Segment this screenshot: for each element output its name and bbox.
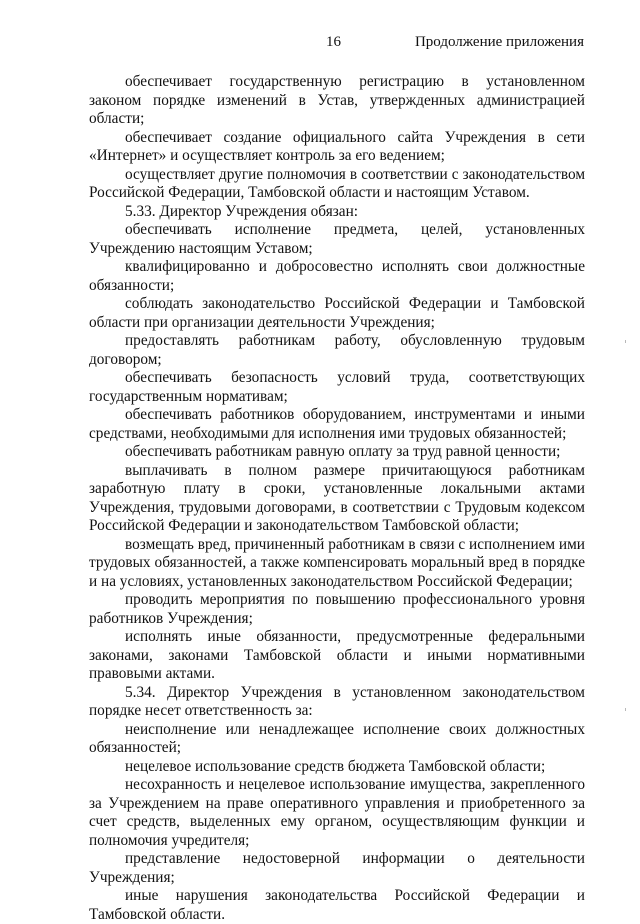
paragraph-registration: обеспечивает государственную регистрацию в установленном законом порядке изменений в Устав, утвержденных администрацией области; bbox=[89, 73, 585, 127]
paragraph-equipment: обеспечивать работников оборудованием, инструментами и иными средствами, необходимыми для исполнения ими трудовых обязанностей; bbox=[89, 406, 585, 442]
paragraph-labor-safety: обеспечивать безопасность условий труда, соответствующих государственным нормативам; bbox=[89, 369, 585, 405]
paragraph-perform-duties: квалифицированно и добросовестно исполнять свои должностные обязанности; bbox=[89, 258, 585, 294]
paragraph-professional-development: проводить мероприятия по повышению профессионального уровня работников Учреждения; bbox=[89, 591, 585, 627]
paragraph-other-obligations: исполнять иные обязанности, предусмотренные федеральными законами, законами Тамбовской области и иными нормативными правовыми актами. bbox=[89, 628, 585, 682]
paragraph-ensure-subject: обеспечивать исполнение предмета, целей, установленных Учреждению настоящим Уставом; bbox=[89, 221, 585, 257]
paragraph-false-information: представление недостоверной информации о деятельности Учреждения; bbox=[89, 850, 585, 886]
paragraph-official-site: обеспечивает создание официального сайта Учреждения в сети «Интернет» и осуществляет контроль за его ведением; bbox=[89, 128, 585, 164]
paragraph-non-performance: неисполнение или ненадлежащее исполнение своих должностных обязанностей; bbox=[89, 720, 585, 756]
paragraph-budget-misuse: нецелевое использование средств бюджета Тамбовской области; bbox=[125, 757, 546, 775]
paragraph-other-powers: осуществляет другие полномочия в соответствии с законодательством Российской Федерации, Тамбовской области и настоящим Уставом. bbox=[89, 165, 585, 201]
page-number: 16 bbox=[326, 34, 341, 50]
paragraph-observe-law: соблюдать законодательство Российской Федерации и Тамбовской области при организации деятельности Учреждения; bbox=[89, 295, 585, 331]
paragraph-provide-work: предоставлять работникам работу, обусловленную трудовым договором; bbox=[89, 332, 585, 368]
scan-artifact bbox=[625, 708, 626, 711]
paragraph-equal-pay: обеспечивать работникам равную оплату за труд равной ценности; bbox=[125, 443, 561, 460]
clause-5-34-heading: 5.34. Директор Учреждения в установленном законодательством порядке несет ответственность за: bbox=[89, 683, 585, 719]
paragraph-property-misuse: несохранность и нецелевое использование имущества, закрепленного за Учреждением на праве оперативного управления и приобретенного за счет средств, выделенных ему органом, осуществляющим функции и полномочия учредителя; bbox=[89, 776, 585, 849]
paragraph-compensate-harm: возмещать вред, причиненный работникам в связи с исполнением ими трудовых обязанностей, а также компенсировать моральный вред в порядке и на условиях, установленных законодательством Российской Федерации; bbox=[89, 535, 585, 590]
scan-artifact bbox=[625, 340, 626, 343]
paragraph-other-violations: иные нарушения законодательства Российской Федерации и Тамбовской области. bbox=[89, 887, 585, 923]
clause-5-33-heading: 5.33. Директор Учреждения обязан: bbox=[125, 202, 359, 220]
paragraph-pay-wages: выплачивать в полном размере причитающуюся работникам заработную плату в сроки, установленные локальными актами Учреждения, трудовыми договорами, в соответствии с Трудовым кодексом Российской Федерации и законодательством Тамбовской области; bbox=[89, 461, 585, 534]
running-header: Продолжение приложения bbox=[414, 34, 584, 50]
document-body bbox=[89, 73, 585, 924]
